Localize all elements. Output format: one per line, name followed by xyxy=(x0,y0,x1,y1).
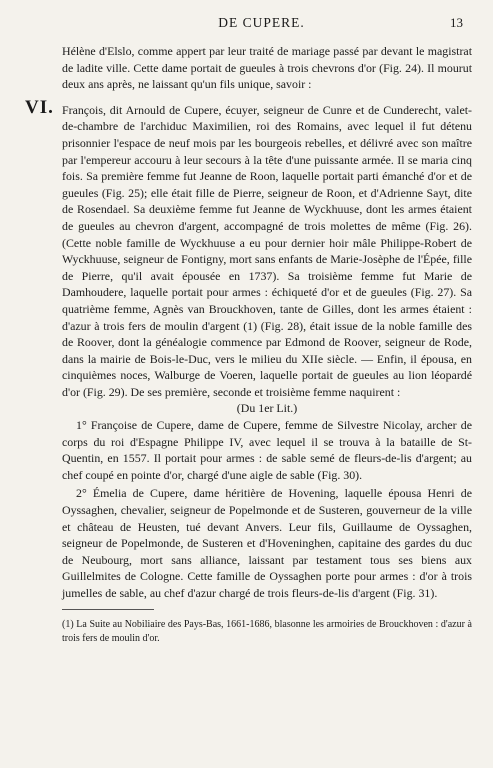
subheading: (Du 1er Lit.) xyxy=(236,401,298,416)
footnote: (1) La Suite au Nobiliaire des Pays-Bas, 1661-1686, blasonne les armoiries de Brouckhoven : d'azur à trois fers de moulin d'or. xyxy=(62,618,472,644)
list-item: 1° Françoise de Cupere, dame de Cupere, femme de Silvestre Nicolay, archer de corps du roi d'Espagne Philippe IV, avec lequel il se trouva à la bataille de St-Quentin, en 1557. Il portait pour armes : de sable semé de fleurs-de-lis d'argent; au chef coupé en pointe d'or, chargé d'une aigle de sable (Fig. 30). xyxy=(62,418,472,482)
lead-paragraph: Hélène d'Elslo, comme appert par leur traité de mariage passé par devant le magistrat de ladite ville. Cette dame portait de gueules à trois chevrons d'or (Fig. 24). Il mourut deux ans après, ne laissant qu'un fils unique, savoir : xyxy=(62,44,472,92)
section-paragraph: François, dit Arnould de Cupere, écuyer, seigneur de Cunre et de Cunderecht, valet-de-chambre de l'archiduc Maximilien, roi des Romains, avec lequel il fut détenu prisonnier l'espace de neuf mois par les bourgeois rebelles, et délivré avec son maître par l'empereur accouru à leur secours à la tête d'une puissante armée. Il se maria cinq fois. Sa première femme fut Jeanne de Roon, laquelle portait parti émanché d'or et de gueules (Fig. 25); elle était fille de Pierre, seigneur de Roon, et d'Adrienne Sayt, dite de Rosendael. Sa deuxième femme fut Jeanne de Wyckhuuse, dont les armes étaient de gueules au chevron d'argent, accompagné de trois molettes de même (Fig. 26). (Cette noble famille de Wyckhuuse a eu pour dernier hoir mâle Philippe-Robert de Wyckhuuse, seigneur de Fontigny, mort sans enfants de Marie-Josèphe de l'Épée, fille de Pierre, qu'il avait épousée en 1737). Sa troisième femme fut Marie de Damhoudere, laquelle portait pour armes : échiqueté d'or et de gueules (Fig. 27). Sa quatrième femme, Agnès van Brouckhoven, tante de Gilles, dont les armes étaient : d'azur à trois fers de moulin d'argent (1) (Fig. 28), était issue de la noble famille des de Roover, dont la généalogie commence par Edmond de Roover, seigneur de Rode, dans la mairie de Bois-le-Duc, vers le milieu du XIIe siècle. — Enfin, il épousa, en cinquièmes noces, Walburge de Voeren, laquelle portait de gueules au lion léopardé d'or (Fig. 29). De ses première, seconde et troisième femme naquirent : xyxy=(62,102,472,399)
page-body xyxy=(25,43,472,646)
list-item: 2° Émelia de Cupere, dame héritière de Hovening, laquelle épousa Henri de Oyssaghen, chevalier, seigneur de Popelmonde et de Susteren, gouverneur de la ville et château de Heusten, tué devant Anvers. Leur fils, Guillaume de Oyssaghen, seigneur de Popelmonde, de Susteren et d'Hoveninghen, capitaine des gardes du duc de Neubourg, mort sans alliance, laissant par testament tous ses biens aux Guillelmites de Cologne. Cette famille de Oyssaghen porte pour armes : d'or à trois jumelles de sable, au chef d'azur chargé de trois fleurs-de-lis d'argent (Fig. 31). xyxy=(62,486,472,600)
section-number: VI. xyxy=(25,96,54,118)
children-list xyxy=(62,417,472,602)
page-header xyxy=(60,15,463,33)
page-number: 13 xyxy=(450,15,463,30)
footnote-rule xyxy=(62,609,154,610)
section-vi xyxy=(25,96,472,401)
running-title: DE CUPERE. xyxy=(218,15,305,30)
